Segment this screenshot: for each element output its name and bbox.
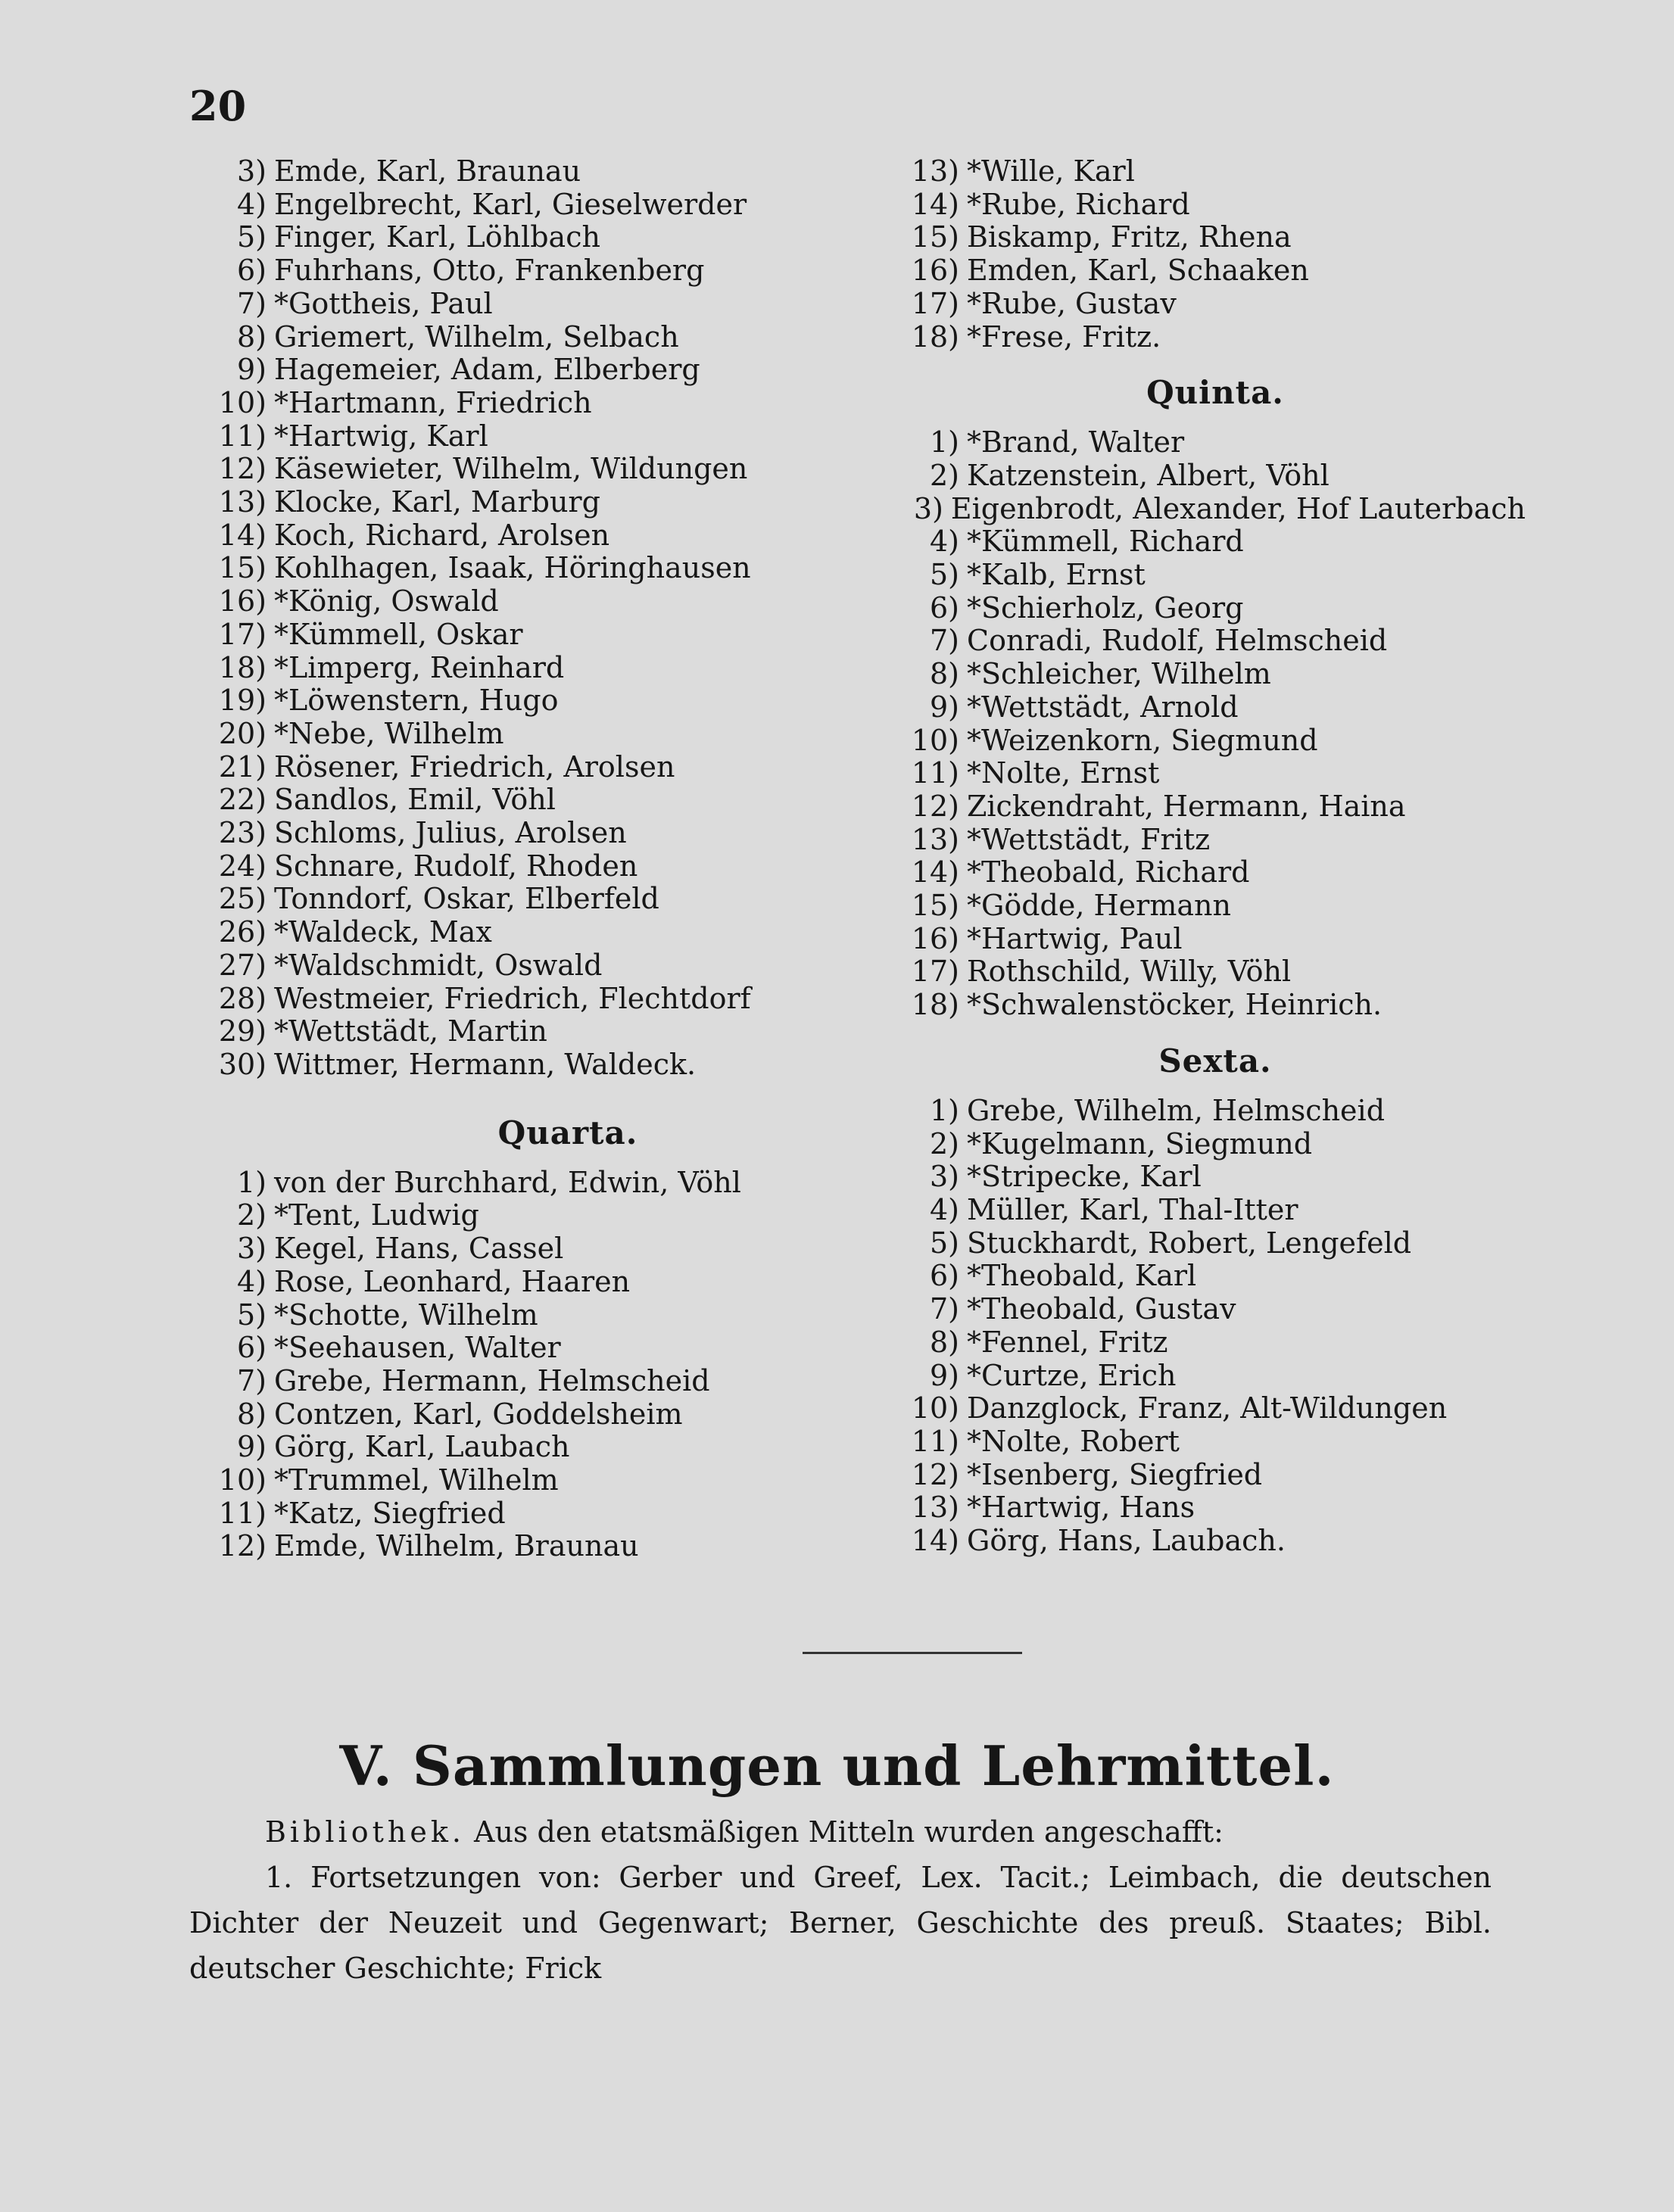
list-item-number: 13) (911, 1491, 959, 1525)
list-item-number: 1) (929, 425, 959, 460)
list-item-number: 30) (218, 1047, 267, 1081)
list-item (905, 889, 1526, 923)
list-item (905, 559, 1526, 592)
library-acquisitions-paragraph: 1. Fortsetzungen von: Gerber und Greef, Lex. Tacit.; Leimbach, die deutschen Dichter der Neuzeit und Gegenwart; Berner, Geschichte des preuß. Staates; Bibl. deutscher Geschichte; Frick (189, 1861, 1492, 1985)
list-item-number: 12) (911, 789, 959, 823)
list-item-number: 4) (236, 187, 267, 221)
list-item-number: 4) (236, 1264, 267, 1298)
list-item (212, 1464, 878, 1497)
list-item-name: Emden, Karl, Schaaken (967, 254, 1309, 288)
list-item (212, 1015, 878, 1048)
list-item (212, 519, 878, 553)
list-item (212, 453, 878, 486)
library-intro-text: Aus den etatsmäßigen Mitteln wurden angeschafft: (464, 1815, 1224, 1849)
list-item-number: 8) (929, 657, 959, 691)
list-item-name: *Hartwig, Paul (967, 921, 1183, 955)
list-item-name: Zickendraht, Hermann, Haina (967, 789, 1406, 823)
list-item (905, 955, 1526, 989)
list-item (212, 1232, 878, 1266)
list-item (905, 288, 1526, 321)
list-item-name: *Seehausen, Walter (274, 1331, 561, 1365)
section-divider (803, 1652, 1022, 1654)
list-item-name: Conradi, Rudolf, Helmscheid (967, 624, 1388, 658)
list-item (212, 1266, 878, 1299)
list-item-number: 2) (929, 458, 959, 492)
list-item (212, 552, 878, 585)
list-item-name: Wittmer, Hermann, Waldeck. (274, 1047, 697, 1081)
list-item (905, 493, 1526, 526)
list-item-number: 13) (218, 485, 267, 519)
list-item-name: Fuhrhans, Otto, Frankenberg (274, 254, 705, 288)
list-item (212, 1365, 878, 1398)
list-item (212, 1167, 878, 1200)
list-item-name: Kegel, Hans, Cassel (274, 1232, 564, 1266)
list-item-number: 5) (236, 220, 267, 254)
list-item-number: 18) (218, 650, 267, 684)
list-item (212, 1332, 878, 1365)
list-item-number: 8) (929, 1325, 959, 1359)
list-item-number: 11) (218, 419, 267, 453)
list-item-number: 6) (929, 590, 959, 625)
list-item-number: 12) (218, 1529, 267, 1563)
list-item-name: Rösener, Friedrich, Arolsen (274, 749, 675, 784)
list-item-number: 6) (236, 1331, 267, 1365)
list-item-number: 20) (218, 716, 267, 750)
list-item (905, 592, 1526, 625)
list-item (905, 824, 1526, 857)
list-item-number: 9) (236, 353, 267, 387)
list-item-name: *Tent, Ludwig (274, 1198, 479, 1232)
list-item (212, 188, 878, 222)
list-item-name: Görg, Karl, Laubach (274, 1430, 570, 1464)
list-item (212, 321, 878, 354)
list-item-number: 5) (236, 1298, 267, 1332)
list-item-number: 3) (929, 1160, 959, 1194)
list-item (905, 1260, 1526, 1293)
list-item (905, 426, 1526, 460)
list-item-name: *Nolte, Robert (967, 1424, 1180, 1458)
section-heading-quarta: Quarta. (497, 1114, 638, 1151)
list-item (905, 625, 1526, 658)
right-column (905, 155, 1526, 1558)
list-item-number: 3) (913, 491, 943, 525)
list-item-number: 28) (218, 981, 267, 1015)
list-item-number: 6) (236, 254, 267, 288)
list-item-number: 11) (911, 1424, 959, 1458)
list-item-number: 21) (218, 749, 267, 784)
list-item-name: Emde, Karl, Braunau (274, 154, 581, 188)
list-item-name: *Löwenstern, Hugo (274, 684, 559, 718)
list-item (905, 525, 1526, 559)
list-item-number: 10) (911, 723, 959, 757)
list-item (212, 155, 878, 188)
list-item-name: *Katz, Siegfried (274, 1496, 506, 1530)
list-item (905, 1293, 1526, 1326)
list-item-name: Görg, Hans, Laubach. (967, 1524, 1286, 1558)
list-item-name: von der Burchhard, Edwin, Vöhl (274, 1165, 741, 1199)
library-intro-lead: Bibliothek. (265, 1815, 465, 1849)
list-item (212, 718, 878, 751)
list-item-name: Stuckhardt, Robert, Lengefeld (967, 1226, 1412, 1260)
list-item-number: 14) (911, 187, 959, 221)
student-list-continued-right (905, 155, 1526, 354)
list-item (905, 321, 1526, 354)
list-item (212, 585, 878, 618)
list-item (212, 387, 878, 420)
list-item-number: 13) (911, 822, 959, 856)
list-item-name: *Rube, Richard (967, 187, 1190, 221)
list-item-name: *Schierholz, Georg (967, 590, 1244, 625)
list-item-number: 1) (236, 1165, 267, 1199)
list-item-name: *Kugelmann, Siegmund (967, 1126, 1313, 1161)
list-item-name: Biskamp, Fritz, Rhena (967, 220, 1292, 254)
list-item-number: 10) (218, 385, 267, 419)
list-item-number: 24) (218, 849, 267, 883)
list-item (212, 1431, 878, 1464)
list-item-number: 9) (929, 690, 959, 724)
list-item-number: 18) (911, 319, 959, 354)
list-item-name: *Kalb, Ernst (967, 558, 1146, 592)
list-item (905, 790, 1526, 824)
list-item (905, 1194, 1526, 1227)
list-item-number: 16) (911, 254, 959, 288)
student-list-quarta (212, 1167, 878, 1563)
list-item-number: 14) (911, 1524, 959, 1558)
list-item-name: *Hartmann, Friedrich (274, 385, 592, 419)
list-item-number: 11) (911, 756, 959, 790)
list-item (905, 691, 1526, 724)
list-item-name: Griemert, Wilhelm, Selbach (274, 319, 679, 354)
list-item (905, 658, 1526, 691)
list-item-number: 7) (929, 1292, 959, 1326)
list-item (212, 684, 878, 718)
list-item-name: *Waldschmidt, Oswald (274, 948, 603, 982)
list-item-name: *Curtze, Erich (967, 1358, 1177, 1392)
list-item-number: 29) (218, 1014, 267, 1048)
list-item-number: 14) (218, 518, 267, 552)
list-item-name: Eigenbrodt, Alexander, Hof Lauterbach (950, 491, 1526, 525)
list-item-name: Hagemeier, Adam, Elberberg (274, 353, 700, 387)
list-item-number: 27) (218, 948, 267, 982)
list-item (212, 883, 878, 916)
list-item (905, 221, 1526, 254)
list-item (212, 420, 878, 453)
list-item (212, 1530, 878, 1563)
list-item-name: *Trummel, Wilhelm (274, 1463, 559, 1497)
list-item-number: 2) (929, 1126, 959, 1161)
list-item-name: *Hartwig, Karl (274, 419, 488, 453)
list-item-name: *König, Oswald (274, 584, 499, 618)
list-item-name: Engelbrecht, Karl, Gieselwerder (274, 187, 747, 221)
list-item-name: *Limperg, Reinhard (274, 650, 565, 684)
list-item-name: *Nolte, Ernst (967, 756, 1160, 790)
list-item-number: 9) (236, 1430, 267, 1464)
list-item-name: Schloms, Julius, Arolsen (274, 816, 627, 850)
student-list-sexta (905, 1095, 1526, 1558)
student-list-continued-left (212, 155, 878, 1082)
chapter-title: V. Sammlungen und Lehrmittel. (339, 1734, 1335, 1798)
list-item-name: Westmeier, Friedrich, Flechtdorf (274, 981, 751, 1015)
list-item-number: 3) (236, 1232, 267, 1266)
list-item (212, 486, 878, 519)
list-item-name: *Theobald, Karl (967, 1259, 1197, 1293)
list-item-number: 7) (236, 286, 267, 320)
list-item-name: *Wille, Karl (967, 154, 1135, 188)
list-item-number: 6) (929, 1259, 959, 1293)
list-item-name: *Stripecke, Karl (967, 1160, 1202, 1194)
list-item (212, 817, 878, 850)
list-item-number: 15) (911, 889, 959, 923)
list-item-number: 15) (911, 220, 959, 254)
list-item-name: Klocke, Karl, Marburg (274, 485, 600, 519)
list-item-name: Grebe, Hermann, Helmscheid (274, 1363, 710, 1397)
list-item (905, 1095, 1526, 1128)
list-item-name: *Fennel, Fritz (967, 1325, 1168, 1359)
list-item-number: 19) (218, 684, 267, 718)
list-item-number: 8) (236, 319, 267, 354)
list-item-name: *Kümmell, Oskar (274, 617, 523, 651)
list-item (905, 1525, 1526, 1558)
list-item-number: 9) (929, 1358, 959, 1392)
list-item (212, 354, 878, 387)
list-item-name: *Schotte, Wilhelm (274, 1298, 538, 1332)
list-item-name: *Rube, Gustav (967, 286, 1177, 320)
list-item-name: *Gödde, Hermann (967, 889, 1231, 923)
library-intro (189, 1809, 1567, 1855)
list-item-number: 17) (911, 955, 959, 989)
list-item-name: *Brand, Walter (967, 425, 1185, 460)
list-item-number: 4) (929, 525, 959, 559)
list-item-name: *Kümmell, Richard (967, 525, 1244, 559)
list-item-number: 26) (218, 915, 267, 949)
list-item-number: 11) (218, 1496, 267, 1530)
list-item-number: 23) (218, 816, 267, 850)
list-item (212, 254, 878, 288)
list-item (905, 856, 1526, 889)
list-item-number: 18) (911, 988, 959, 1022)
list-item (212, 916, 878, 949)
list-item-number: 12) (218, 452, 267, 486)
list-item (212, 784, 878, 817)
list-item-name: Müller, Karl, Thal-Itter (967, 1192, 1298, 1226)
list-item (212, 850, 878, 883)
list-item (905, 188, 1526, 222)
left-column (212, 155, 878, 1563)
list-item-number: 10) (911, 1391, 959, 1425)
list-item-name: Danzglock, Franz, Alt-Wildungen (967, 1391, 1448, 1425)
list-item (905, 254, 1526, 288)
list-item (212, 1048, 878, 1082)
list-item-number: 2) (236, 1198, 267, 1232)
list-item-name: *Hartwig, Hans (967, 1491, 1195, 1525)
list-item-name: *Gottheis, Paul (274, 286, 493, 320)
list-item (212, 221, 878, 254)
list-item-number: 7) (236, 1363, 267, 1397)
list-item-number: 25) (218, 882, 267, 916)
list-item (905, 460, 1526, 493)
section-heading-quinta: Quinta. (1146, 374, 1284, 412)
list-item-number: 10) (218, 1463, 267, 1497)
list-item-name: *Waldeck, Max (274, 915, 492, 949)
list-item-name: *Wettstädt, Martin (274, 1014, 547, 1048)
section-heading-sexta: Sexta. (1158, 1042, 1272, 1080)
list-item-number: 8) (236, 1397, 267, 1431)
list-item (905, 1360, 1526, 1393)
list-item-number: 15) (218, 551, 267, 585)
list-item-name: *Schleicher, Wilhelm (967, 657, 1271, 691)
list-item (212, 751, 878, 784)
list-item (905, 1392, 1526, 1425)
list-item (212, 1497, 878, 1531)
student-list-quinta (905, 426, 1526, 1022)
list-item-name: Schnare, Rudolf, Rhoden (274, 849, 638, 883)
list-item-number: 4) (929, 1192, 959, 1226)
list-item-number: 1) (929, 1093, 959, 1127)
list-item-number: 16) (911, 921, 959, 955)
list-item (212, 1299, 878, 1332)
list-item (212, 652, 878, 685)
list-item (905, 757, 1526, 790)
list-item-name: *Theobald, Gustav (967, 1292, 1236, 1326)
list-item-name: Koch, Richard, Arolsen (274, 518, 610, 552)
list-item-name: Katzenstein, Albert, Vöhl (967, 458, 1330, 492)
list-item-name: *Theobald, Richard (967, 855, 1250, 889)
list-item-name: Grebe, Wilhelm, Helmscheid (967, 1093, 1386, 1127)
list-item (212, 1199, 878, 1232)
list-item-name: *Nebe, Wilhelm (274, 716, 504, 750)
list-item-number: 22) (218, 783, 267, 817)
list-item (212, 618, 878, 652)
list-item (212, 949, 878, 983)
list-item-number: 5) (929, 1226, 959, 1260)
list-item-number: 16) (218, 584, 267, 618)
list-item-number: 17) (218, 617, 267, 651)
list-item-number: 5) (929, 558, 959, 592)
list-item-name: Kohlhagen, Isaak, Höringhausen (274, 551, 751, 585)
list-item (905, 1227, 1526, 1260)
list-item (905, 1326, 1526, 1360)
list-item-name: *Wettstädt, Fritz (967, 822, 1211, 856)
list-item (905, 1491, 1526, 1525)
list-item-number: 7) (929, 624, 959, 658)
list-item-name: Rose, Leonhard, Haaren (274, 1264, 631, 1298)
list-item-name: Käsewieter, Wilhelm, Wildungen (274, 452, 748, 486)
list-item-name: Finger, Karl, Löhlbach (274, 220, 600, 254)
list-item-name: *Wettstädt, Arnold (967, 690, 1239, 724)
list-item (905, 989, 1526, 1022)
list-item-name: *Schwalenstöcker, Heinrich. (967, 988, 1383, 1022)
list-item (905, 1128, 1526, 1161)
list-item-number: 14) (911, 855, 959, 889)
list-item (905, 1459, 1526, 1492)
list-item (212, 1398, 878, 1432)
list-item-number: 17) (911, 286, 959, 320)
list-item-name: Rothschild, Willy, Vöhl (967, 955, 1292, 989)
list-item (905, 1161, 1526, 1194)
list-item (212, 288, 878, 321)
list-item-name: Tonndorf, Oskar, Elberfeld (274, 882, 659, 916)
list-item-number: 12) (911, 1457, 959, 1491)
list-item-number: 13) (911, 154, 959, 188)
list-item (905, 923, 1526, 956)
list-item-number: 3) (236, 154, 267, 188)
list-item (905, 155, 1526, 188)
list-item (212, 983, 878, 1016)
list-item-name: Contzen, Karl, Goddelsheim (274, 1397, 683, 1431)
list-item-name: *Weizenkorn, Siegmund (967, 723, 1318, 757)
list-item-name: *Isenberg, Siegfried (967, 1457, 1263, 1491)
list-item-name: Emde, Wilhelm, Braunau (274, 1529, 639, 1563)
list-item (905, 724, 1526, 758)
list-item (905, 1425, 1526, 1459)
list-item-name: Sandlos, Emil, Vöhl (274, 783, 556, 817)
page-number: 20 (189, 82, 247, 130)
list-item-name: *Frese, Fritz. (967, 319, 1161, 354)
